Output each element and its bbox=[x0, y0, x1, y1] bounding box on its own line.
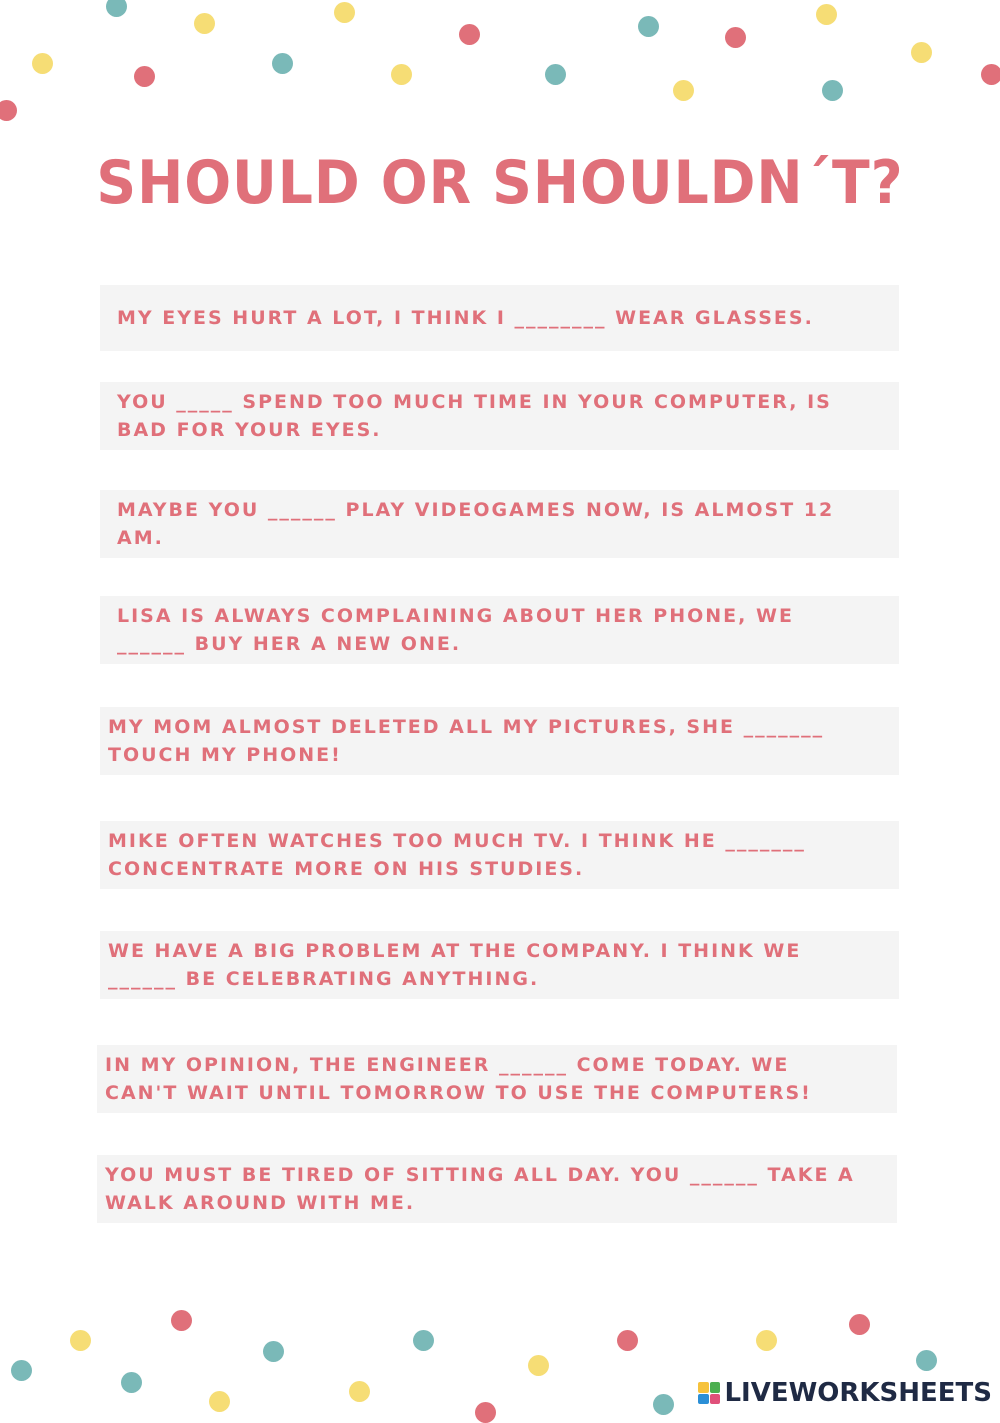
dot bbox=[816, 4, 837, 25]
question-box-4 bbox=[100, 596, 899, 664]
dot bbox=[545, 64, 566, 85]
question-text: WE HAVE A BIG PROBLEM AT THE COMPANY. I THINK WE ______ BE CELEBRATING ANYTHING. bbox=[108, 940, 802, 990]
dot bbox=[0, 100, 17, 121]
question-box-6 bbox=[100, 821, 899, 889]
dot bbox=[673, 80, 694, 101]
page-title: SHOULD OR SHOULDN´T? bbox=[96, 148, 904, 218]
dot bbox=[916, 1350, 937, 1371]
dot bbox=[475, 1402, 496, 1423]
dot bbox=[981, 64, 1000, 85]
dot bbox=[725, 27, 746, 48]
dot bbox=[194, 13, 215, 34]
question-box-9 bbox=[97, 1155, 897, 1223]
dot bbox=[121, 1372, 142, 1393]
question-text: MIKE OFTEN WATCHES TOO MUCH TV. I THINK HE _______ CONCENTRATE MORE ON HIS STUDIES. bbox=[108, 830, 806, 880]
question-text: YOU MUST BE TIRED OF SITTING ALL DAY. YOU ______ TAKE A WALK AROUND WITH ME. bbox=[105, 1164, 855, 1214]
dot bbox=[413, 1330, 434, 1351]
brand-text: LIVEWORKSHEETS bbox=[724, 1378, 992, 1408]
question-box-5 bbox=[100, 707, 899, 775]
dot bbox=[106, 0, 127, 17]
question-box-3 bbox=[100, 490, 899, 558]
dot bbox=[209, 1391, 230, 1412]
question-box-7 bbox=[100, 931, 899, 999]
dot bbox=[849, 1314, 870, 1335]
question-box-2 bbox=[100, 382, 899, 450]
dot bbox=[528, 1355, 549, 1376]
question-box-8 bbox=[97, 1045, 897, 1113]
question-text: LISA IS ALWAYS COMPLAINING ABOUT HER PHONE, WE ______ BUY HER A NEW ONE. bbox=[117, 605, 794, 655]
dot bbox=[32, 53, 53, 74]
dot bbox=[459, 24, 480, 45]
dot bbox=[272, 53, 293, 74]
dot bbox=[334, 2, 355, 23]
question-text: YOU _____ SPEND TOO MUCH TIME IN YOUR COMPUTER, IS BAD FOR YOUR EYES. bbox=[117, 391, 832, 441]
dot bbox=[171, 1310, 192, 1331]
dot bbox=[638, 16, 659, 37]
question-text: MAYBE YOU ______ PLAY VIDEOGAMES NOW, IS ALMOST 12 AM. bbox=[117, 499, 835, 549]
question-text: MY EYES HURT A LOT, I THINK I ________ WEAR GLASSES. bbox=[117, 307, 814, 329]
question-text: IN MY OPINION, THE ENGINEER ______ COME TODAY. WE CAN'T WAIT UNTIL TOMORROW TO USE THE COMPUTERS! bbox=[105, 1054, 812, 1104]
question-box-1 bbox=[100, 285, 899, 351]
dot bbox=[617, 1330, 638, 1351]
dot bbox=[134, 66, 155, 87]
liveworksheets-logo-icon bbox=[698, 1382, 720, 1404]
dot bbox=[391, 64, 412, 85]
dot bbox=[822, 80, 843, 101]
dot bbox=[70, 1330, 91, 1351]
dot bbox=[911, 42, 932, 63]
dot bbox=[756, 1330, 777, 1351]
dot bbox=[653, 1394, 674, 1415]
dot bbox=[11, 1360, 32, 1381]
dot bbox=[349, 1381, 370, 1402]
brand-watermark bbox=[698, 1378, 992, 1408]
question-text: MY MOM ALMOST DELETED ALL MY PICTURES, SHE _______ TOUCH MY PHONE! bbox=[108, 716, 825, 766]
dot bbox=[263, 1341, 284, 1362]
